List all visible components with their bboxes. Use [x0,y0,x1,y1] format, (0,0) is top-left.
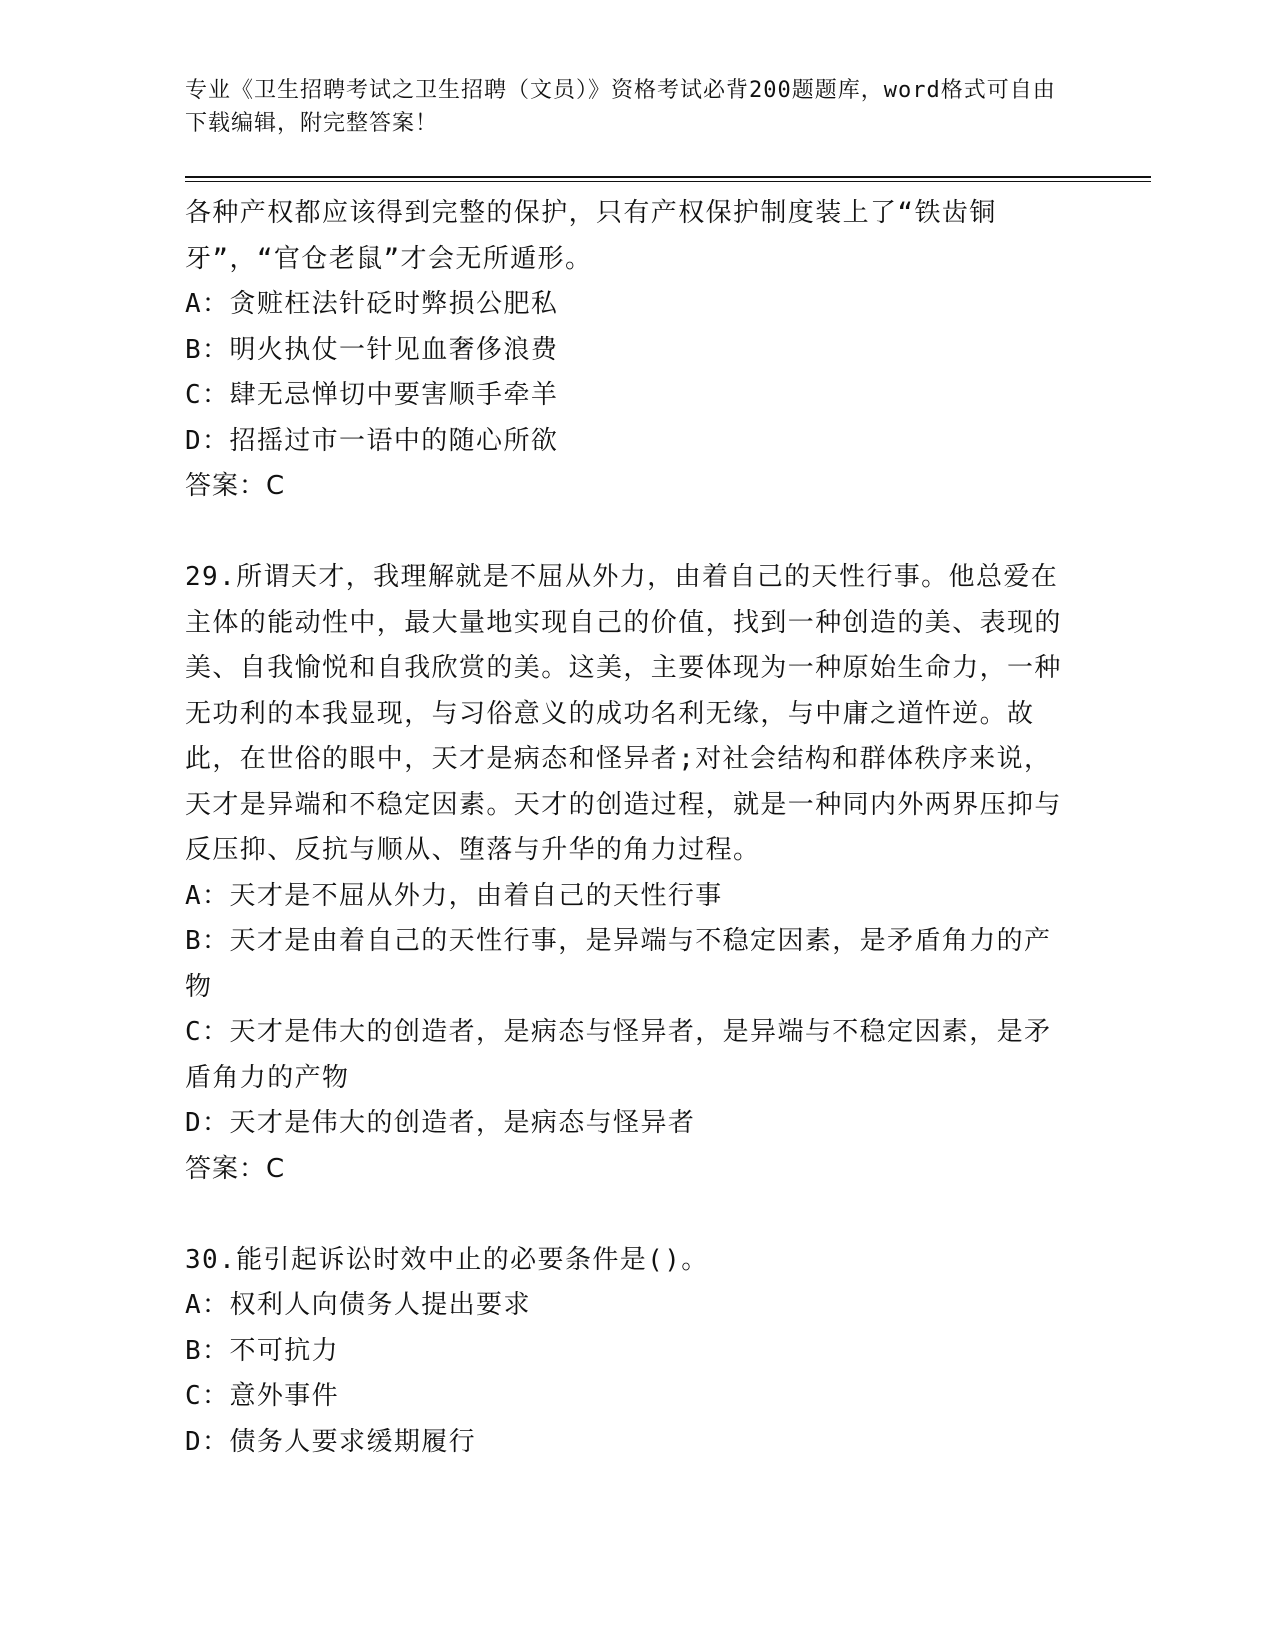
question-28 [185,191,1070,510]
option-b: B：明火执仗一针见血奢侈浪费 [185,334,559,365]
header-divider-thin [185,181,1151,182]
question-text: 29.所谓天才，我理解就是不屈从外力，由着自己的天性行事。他总爱在主体的能动性中，最大量地实现自己的价值，找到一种创造的美、表现的美、自我愉悦和自我欣赏的美。这美，主要体现为一种原始生命力，一种无功利的本我显现，与习俗意义的成功名利无缘，与中庸之道忤逆。故此，在世俗的眼中，天才是病态和怪异者;对社会结构和群体秩序来说，天才是异端和不稳定因素。天才的创造过程，就是一种同内外两界压抑与反压抑、反抗与顺从、堕落与升华的角力过程。 [185,562,1062,865]
option-a: A：天才是不屈从外力，由着自己的天性行事 [185,880,723,911]
answer: 答案：C [185,471,286,501]
answer: 答案：C [185,1153,286,1184]
option-d: D：债务人要求缓期履行 [185,1426,477,1457]
option-d: D：天才是伟大的创造者，是病态与怪异者 [185,1108,696,1138]
question-30 [185,1238,1070,1466]
option-b: B：天才是由着自己的天性行事，是异端与不稳定因素，是矛盾角力的产物 [185,926,1052,1002]
option-a: A：贪赃枉法针砭时弊损公肥私 [185,289,559,319]
option-a: A：权利人向债务人提出要求 [185,1290,531,1320]
document-body [185,191,1070,1465]
question-29 [185,555,1070,1192]
header-divider-thick [185,176,1151,178]
question-text: 各种产权都应该得到完整的保护，只有产权保护制度装上了“铁齿铜牙”，“官仓老鼠”才会无所遁形。 [185,198,997,274]
option-c: C：意外事件 [185,1381,340,1411]
spacer [185,1192,1070,1238]
question-text: 30.能引起诉讼时效中止的必要条件是()。 [185,1244,709,1275]
option-c: C：天才是伟大的创造者，是病态与怪异者，是异端与不稳定因素，是矛盾角力的产物 [185,1017,1052,1093]
option-c: C：肆无忌惮切中要害顺手牵羊 [185,380,559,410]
option-b: B：不可抗力 [185,1335,340,1366]
spacer [185,510,1070,556]
page-header: 专业《卫生招聘考试之卫生招聘（文员）》资格考试必背200题题库，word格式可自由下载编辑，附完整答案！ [185,78,1056,136]
option-d: D：招摇过市一语中的随心所欲 [185,425,559,456]
